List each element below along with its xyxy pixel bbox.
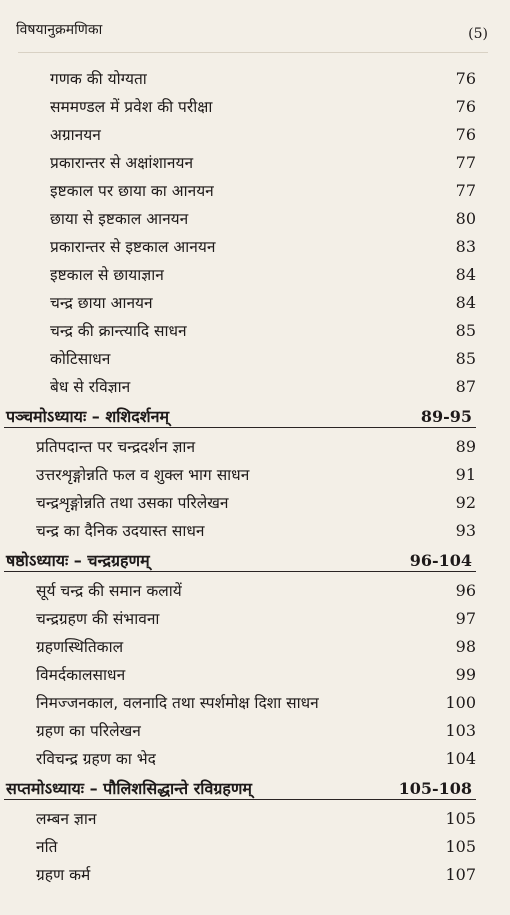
toc-entry-row [0,462,510,488]
entry-page-number: 96 [455,581,476,600]
chapter-title: षष्ठोऽध्यायः – चन्द्रग्रहणम् [6,551,150,570]
entry-title: प्रतिपदान्त पर चन्द्रदर्शन ज्ञान [36,438,196,456]
entry-page-number: 92 [455,493,476,512]
entry-page-number: 83 [455,237,476,256]
running-head-title: विषयानुक्रमणिका [16,22,103,38]
toc-entry-row [0,234,510,260]
toc-entry-row [0,746,510,772]
toc-entry-row [0,206,510,232]
entry-title: उत्तरशृङ्गोन्नति फल व शुक्ल भाग साधन [36,466,250,484]
entry-title: इष्टकाल पर छाया का आनयन [50,182,214,200]
toc-entry-row [0,66,510,92]
entry-page-number: 87 [455,377,476,396]
entry-page-number: 99 [455,665,476,684]
toc-entry-row [0,806,510,832]
entry-page-number: 76 [455,125,476,144]
entry-title: सूर्य चन्द्र की समान कलायें [36,582,182,600]
entry-page-number: 100 [445,693,476,712]
entry-title: चन्द्र की क्रान्त्यादि साधन [50,322,187,340]
entry-title: ग्रहण कर्म [36,866,91,884]
entry-page-number: 77 [455,181,476,200]
chapter-page-range: 96-104 [409,551,472,570]
entry-page-number: 98 [455,637,476,656]
entry-title: ग्रहण का परिलेखन [36,722,141,740]
entry-page-number: 105 [445,809,476,828]
entry-title: रविचन्द्र ग्रहण का भेद [36,750,156,768]
toc-entry-row [0,834,510,860]
chapter-title: पञ्चमोऽध्यायः – शशिदर्शनम् [6,407,170,426]
chapter-page-range: 105-108 [398,779,472,798]
toc-entry-row [0,718,510,744]
chapter-underline [4,571,476,572]
entry-page-number: 107 [445,865,476,884]
chapter-underline [4,427,476,428]
toc-entry-row [0,178,510,204]
chapter-title: सप्तमोऽध्यायः – पौलिशसिद्धान्ते रविग्रहणम् [6,779,252,798]
entry-page-number: 77 [455,153,476,172]
entry-title: निमज्जनकाल, वलनादि तथा स्पर्शमोक्ष दिशा साधन [36,694,319,712]
entry-title: छाया से इष्टकाल आनयन [50,210,189,228]
entry-page-number: 76 [455,97,476,116]
entry-page-number: 85 [455,349,476,368]
toc-entry-row [0,94,510,120]
entry-title: बेध से रविज्ञान [50,378,131,396]
toc-entry-row [0,490,510,516]
entry-page-number: 76 [455,69,476,88]
entry-page-number: 89 [455,437,476,456]
entry-title: प्रकारान्तर से इष्टकाल आनयन [50,238,216,256]
entry-page-number: 105 [445,837,476,856]
toc-entry-row [0,578,510,604]
entry-title: नति [36,838,58,856]
entry-page-number: 84 [455,293,476,312]
entry-title: चन्द्र का दैनिक उदयास्त साधन [36,522,205,540]
page-number: (5) [468,26,488,42]
toc-entry-row [0,374,510,400]
toc-entry-row [0,262,510,288]
entry-title: चन्द्र छाया आनयन [50,294,153,312]
entry-title: लम्बन ज्ञान [36,810,97,828]
toc-entry-row [0,434,510,460]
chapter-underline [4,799,476,800]
header-divider [18,52,488,53]
toc-entry-row [0,862,510,888]
entry-title: इष्टकाल से छायाज्ञान [50,266,164,284]
toc-entry-row [0,318,510,344]
toc-entry-row [0,150,510,176]
toc-entry-row [0,346,510,372]
entry-page-number: 104 [445,749,476,768]
entry-title: कोटिसाधन [50,350,111,368]
chapter-page-range: 89-95 [420,407,472,426]
toc-entry-row [0,606,510,632]
entry-title: गणक की योग्यता [50,70,147,88]
entry-title: चन्द्रग्रहण की संभावना [36,610,160,628]
entry-page-number: 85 [455,321,476,340]
entry-title: विमर्दकालसाधन [36,666,126,684]
entry-page-number: 97 [455,609,476,628]
entry-title: चन्द्रशृङ्गोन्नति तथा उसका परिलेखन [36,494,229,512]
entry-page-number: 84 [455,265,476,284]
entry-page-number: 103 [445,721,476,740]
entry-page-number: 91 [455,465,476,484]
entry-page-number: 93 [455,521,476,540]
entry-page-number: 80 [455,209,476,228]
toc-entry-row [0,290,510,316]
toc-entry-row [0,122,510,148]
entry-title: अग्रानयन [50,126,101,144]
toc-entry-row [0,518,510,544]
entry-title: ग्रहणस्थितिकाल [36,638,124,656]
toc-entry-row [0,690,510,716]
toc-entry-row [0,662,510,688]
toc-entry-row [0,634,510,660]
entry-title: सममण्डल में प्रवेश की परीक्षा [50,98,213,116]
entry-title: प्रकारान्तर से अक्षांशानयन [50,154,194,172]
